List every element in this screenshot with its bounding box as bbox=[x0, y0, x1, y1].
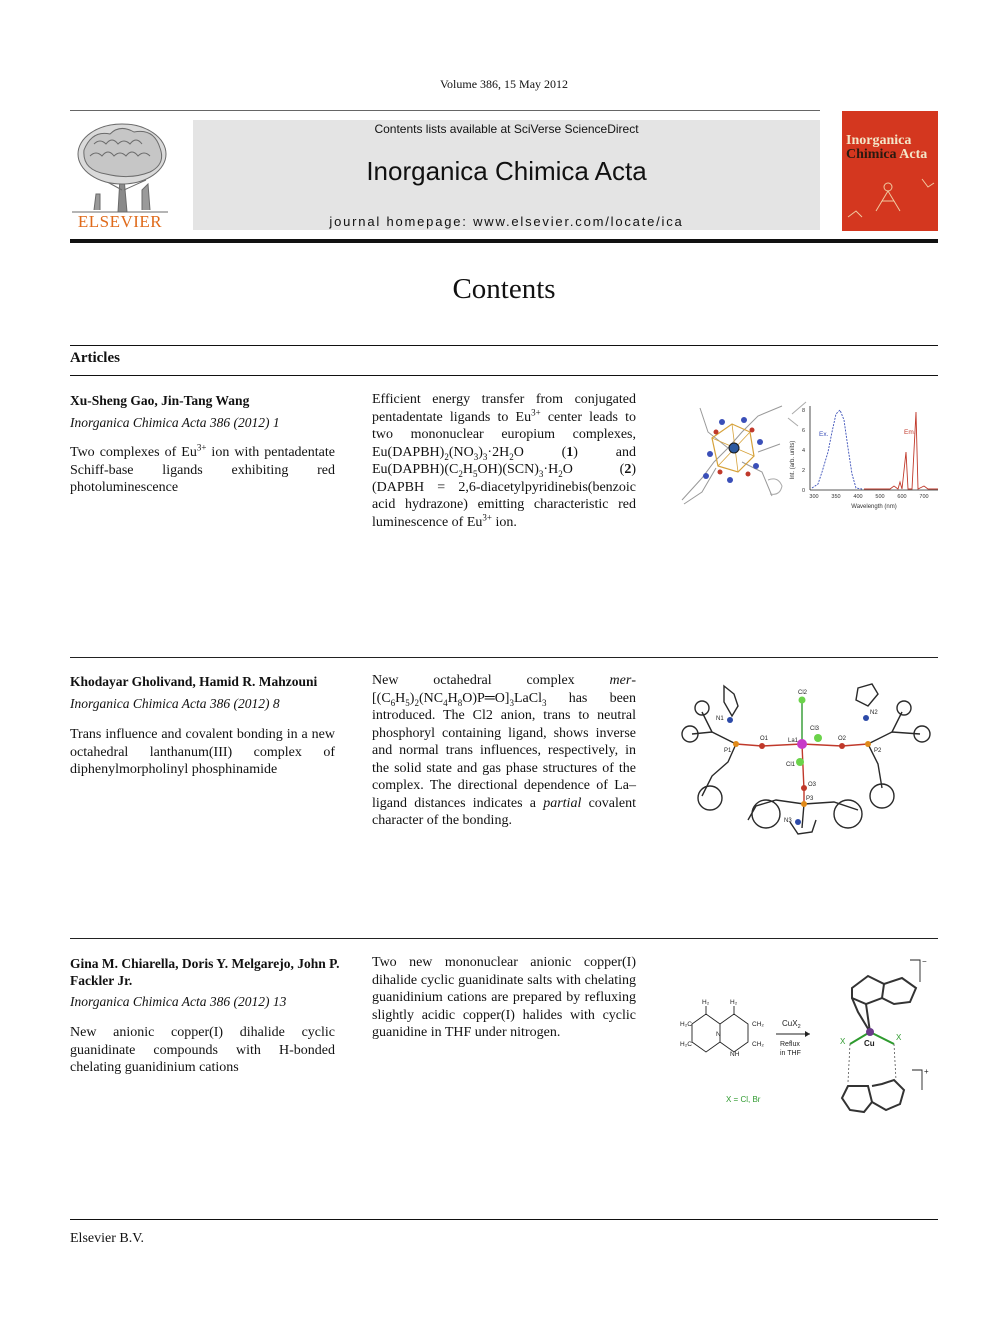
copper-complex-drawing bbox=[842, 976, 916, 1112]
x-tick-label: 500 bbox=[875, 494, 885, 500]
section-rule-bottom bbox=[70, 375, 938, 376]
article-abstract bbox=[372, 672, 636, 830]
n-atom bbox=[727, 717, 733, 723]
x-tick-label: 350 bbox=[831, 494, 841, 500]
abstract-sub: 2 bbox=[444, 451, 449, 462]
journal-banner bbox=[193, 120, 820, 230]
publisher-name: ELSEVIER bbox=[77, 212, 163, 231]
atom-label: N2 bbox=[870, 710, 878, 716]
abstract-text: (NC bbox=[418, 690, 444, 706]
abstract-text: O ( bbox=[513, 444, 567, 460]
abstract-sub: 2 bbox=[509, 451, 514, 462]
abstract-sup: 3+ bbox=[531, 406, 541, 417]
abstract-sub: 5 bbox=[472, 468, 478, 479]
abstract-text: H bbox=[462, 462, 473, 477]
abstract-text: ) (DAPBH = 2,6-diacetylpyridinebis(benzoic acid hydrazone) emitting characteristic red luminescence of Eu bbox=[372, 462, 636, 530]
arrowhead-icon bbox=[805, 1031, 810, 1037]
anion-charge: − bbox=[922, 957, 927, 966]
ch2-label: CH₂ bbox=[752, 1041, 764, 1048]
abstract-text: H bbox=[395, 690, 406, 706]
compound-number: 2 bbox=[624, 462, 632, 477]
lanthanum-complex-drawing bbox=[682, 684, 930, 834]
atom-markers bbox=[727, 697, 871, 826]
abstract-text: O)P═O] bbox=[462, 690, 510, 706]
cation-charge: + bbox=[924, 1067, 929, 1076]
abstract-italic: mer bbox=[609, 673, 632, 688]
article-title[interactable]: New anionic copper(I) dihalide cyclic guanidinate compounds with H-bonded chelating guanidinium cations bbox=[70, 1025, 335, 1075]
legend-ex: Ex. bbox=[819, 431, 829, 438]
abstract-sub: 6 bbox=[390, 697, 396, 708]
atom-label: P1 bbox=[724, 748, 732, 754]
abstract-text: H bbox=[447, 690, 458, 706]
h2c-label: H₂C bbox=[680, 1021, 692, 1028]
y-tick-label: 2 bbox=[801, 468, 805, 474]
journal-title: Inorganica Chimica Acta bbox=[366, 156, 647, 186]
cu-atom bbox=[866, 1028, 874, 1036]
n-atom bbox=[863, 715, 869, 721]
article-title[interactable]: Trans influence and covalent bonding in a new octahedral lanthanum(III) complex of diphenylmorpholinyl phosphinamide bbox=[70, 727, 335, 777]
atom-label: La1 bbox=[788, 738, 799, 744]
abstract-text: O ( bbox=[562, 462, 625, 477]
abstract-text: center leads to two mononuclear europium complexes, Eu(DAPBH) bbox=[372, 409, 636, 460]
article-abstract bbox=[372, 391, 636, 531]
abstract-sub: 4 bbox=[443, 697, 448, 708]
abstract-text: ·2H bbox=[487, 444, 510, 460]
abstract-text: LaCl bbox=[513, 690, 542, 706]
n-label: N bbox=[716, 1031, 721, 1038]
h2-label: H₂ bbox=[730, 999, 738, 1006]
x-tick-label: 600 bbox=[897, 494, 907, 500]
emission-series bbox=[864, 412, 938, 489]
p-atom bbox=[865, 741, 871, 747]
publisher-logo[interactable] bbox=[70, 120, 170, 232]
abstract-sub: 2 bbox=[558, 468, 563, 479]
abstract-sub: 3 bbox=[482, 451, 488, 462]
title-text: Two complexes of Eu bbox=[70, 445, 197, 460]
article-title[interactable] bbox=[70, 444, 335, 497]
volume-line: Volume 386, 15 May 2012 bbox=[439, 77, 569, 91]
crystal-structure-drawing bbox=[682, 402, 806, 504]
atom-label: N1 bbox=[716, 716, 724, 722]
abstract-sub: 2 bbox=[414, 697, 419, 708]
x-tick-label: 300 bbox=[809, 494, 819, 500]
x-axis-label: Wavelength (nm) bbox=[851, 504, 897, 510]
article-authors[interactable]: Xu-Sheng Gao, Jin-Tang Wang bbox=[70, 393, 250, 408]
abstract-text: ·H bbox=[543, 462, 559, 477]
excitation-series bbox=[812, 410, 862, 489]
abstract-text: ) and Eu(DAPBH)(C bbox=[372, 444, 636, 477]
x-tick-label: 400 bbox=[853, 494, 863, 500]
hydrogen-bonds bbox=[848, 1044, 896, 1082]
halide-definition: X = Cl, Br bbox=[726, 1095, 761, 1104]
abstract-sub: 3 bbox=[538, 468, 544, 479]
cover-title-line2 bbox=[846, 147, 927, 163]
x-tick-label: 700 bbox=[919, 494, 929, 500]
cover-molecule-icon bbox=[842, 167, 938, 231]
atom-label: O3 bbox=[808, 782, 817, 788]
reagent-label: CuX$_2$ bbox=[782, 1019, 801, 1030]
abstract-text: OH)(SCN) bbox=[477, 462, 539, 477]
title-text: ion with pentadentate Schiff-base ligands exhibiting red photoluminescence bbox=[70, 445, 335, 495]
y-tick-label: 6 bbox=[801, 428, 805, 434]
article-citation[interactable]: Inorganica Chimica Acta 386 (2012) 1 bbox=[70, 415, 280, 430]
cover-title-acta: Acta bbox=[899, 147, 928, 162]
abstract-italic: partial bbox=[543, 795, 582, 811]
x-label-left: X bbox=[840, 1037, 846, 1046]
header-rule bbox=[70, 110, 820, 111]
abstract-sub: 3 bbox=[473, 451, 479, 462]
n-atom bbox=[795, 819, 801, 825]
cover-title-line1: Inorganica bbox=[846, 133, 912, 148]
graphical-abstract-2[interactable] bbox=[672, 672, 942, 844]
condition-solvent: in THF bbox=[780, 1050, 801, 1057]
abstract-text: (NO bbox=[448, 444, 474, 460]
cl-atom bbox=[796, 758, 804, 766]
section-rule-top bbox=[70, 345, 938, 346]
x-label-right: X bbox=[896, 1033, 902, 1042]
atom-label: O1 bbox=[760, 736, 769, 742]
abstract-text: ) bbox=[409, 690, 415, 706]
abstract-text: -[(C bbox=[372, 673, 636, 706]
article-authors[interactable]: Khodayar Gholivand, Hamid R. Mahzouni bbox=[70, 674, 318, 689]
cover-title-chimica: Chimica bbox=[846, 147, 897, 162]
abstract-sub: 5 bbox=[405, 697, 410, 708]
graphical-abstract-3[interactable] bbox=[672, 952, 942, 1122]
p-atom bbox=[733, 741, 739, 747]
o-atom bbox=[759, 743, 765, 749]
article-divider bbox=[70, 938, 938, 939]
y-axis-label: Int. (arb. units) bbox=[790, 440, 796, 480]
title-superscript: 3+ bbox=[196, 442, 207, 453]
article-abstract: Two new mononuclear anionic copper(I) dihalide cyclic guanidinate salts with chelating guanidinium cations are prepared by refluxing slightly acidic copper(I) halides with cyclic guanidine in THF under nitrogen. bbox=[372, 955, 636, 1040]
ch2-label: CH₂ bbox=[752, 1021, 764, 1028]
y-tick-label: 8 bbox=[801, 408, 805, 414]
cation-bracket bbox=[912, 1070, 922, 1090]
atom-label: Cl2 bbox=[798, 690, 808, 696]
abstract-text: New octahedral complex bbox=[372, 673, 610, 688]
footer-rule bbox=[70, 1219, 938, 1220]
h2-label: H₂ bbox=[702, 999, 710, 1006]
o-atom bbox=[839, 743, 845, 749]
journal-homepage-link[interactable]: journal homepage: www.elsevier.com/locate/ica bbox=[329, 214, 684, 229]
cl-atom bbox=[799, 697, 806, 704]
page-title: Contents bbox=[452, 273, 556, 305]
abstract-text: ) bbox=[478, 444, 483, 460]
abstract-text: Efficient energy transfer from conjugated pentadentate ligands to Eu bbox=[372, 392, 636, 425]
graphical-abstract-1[interactable] bbox=[672, 392, 942, 518]
o-atom bbox=[801, 785, 807, 791]
compound-number: 1 bbox=[566, 444, 574, 460]
abstract-sub: 3 bbox=[541, 697, 547, 708]
la-atom bbox=[797, 739, 807, 749]
y-tick-label: 4 bbox=[801, 448, 805, 454]
sciencedirect-link[interactable]: Contents lists available at SciVerse ScienceDirect bbox=[374, 122, 639, 136]
abstract-text: covalent character of the bonding. bbox=[372, 795, 636, 828]
section-heading: Articles bbox=[70, 350, 120, 366]
atom-label: Cl3 bbox=[810, 726, 820, 732]
h2c-label: H₂C bbox=[680, 1041, 692, 1048]
abstract-text: ion. bbox=[491, 514, 517, 530]
anion-bracket bbox=[910, 960, 920, 982]
luminescence-spectra-chart bbox=[790, 406, 938, 510]
nh-label: NH bbox=[730, 1051, 740, 1058]
atom-label: O2 bbox=[838, 736, 847, 742]
cl-atom bbox=[814, 734, 822, 742]
y-tick-label: 0 bbox=[801, 488, 805, 494]
atom-label: Cl1 bbox=[786, 762, 796, 768]
atom-label: N3 bbox=[784, 818, 792, 824]
cu-label: Cu bbox=[864, 1039, 875, 1048]
abstract-sup: 3+ bbox=[482, 511, 492, 522]
header-thick-rule bbox=[70, 239, 938, 243]
atom-label: P2 bbox=[874, 748, 882, 754]
atom-label: P3 bbox=[806, 796, 814, 802]
article-divider bbox=[70, 657, 938, 658]
abstract-sub: 3 bbox=[509, 697, 514, 708]
journal-cover[interactable] bbox=[842, 111, 938, 231]
condition-reflux: Reflux bbox=[780, 1041, 800, 1048]
article-citation[interactable]: Inorganica Chimica Acta 386 (2012) 8 bbox=[70, 696, 280, 711]
guanidine-structure bbox=[692, 1006, 748, 1052]
publisher-footer: Elsevier B.V. bbox=[70, 1231, 145, 1246]
abstract-sub: 8 bbox=[457, 697, 463, 708]
legend-em: Em. bbox=[904, 429, 916, 436]
article-authors[interactable]: Gina M. Chiarella, Doris Y. Melgarejo, John P. Fackler Jr. bbox=[70, 956, 340, 988]
article-citation[interactable]: Inorganica Chimica Acta 386 (2012) 13 bbox=[70, 994, 287, 1009]
abstract-sub: 2 bbox=[458, 468, 463, 479]
abstract-text: has been introduced. The Cl2 anion, trans to neutral phosphoryl containing ligand, shows inverse and normal trans influences, respectively, in the solid state and gas phase structures of the complex. The directional dependence of La–ligand distances indicates a bbox=[372, 690, 636, 811]
